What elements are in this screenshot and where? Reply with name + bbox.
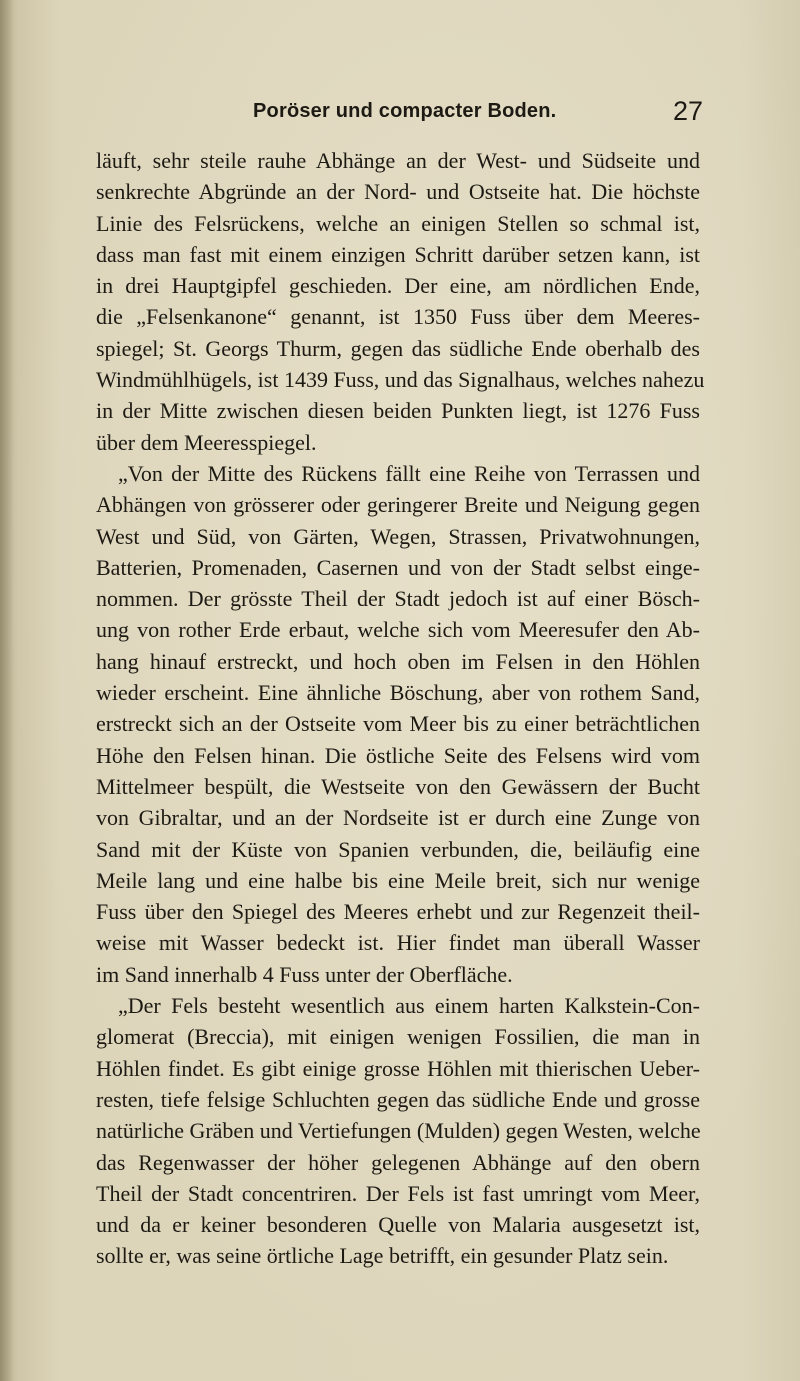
running-header: [0, 96, 800, 136]
text-line: Abhängen von grösserer oder geringerer Breite und Neigung gegen: [96, 492, 700, 518]
text-line: Höhe den Felsen hinan. Die östliche Seite des Felsens wird vom: [96, 742, 700, 768]
paragraph-end-line: sollte er, was seine örtliche Lage betrifft, ein gesunder Platz sein.: [96, 1243, 669, 1269]
text-line: in drei Hauptgipfel geschieden. Der eine, am nördlichen Ende,: [96, 273, 700, 299]
text-line: von Gibraltar, und an der Nordseite ist er durch eine Zunge von: [96, 805, 700, 831]
text-line: Sand mit der Küste von Spanien verbunden, die, beiläufig eine: [96, 836, 700, 862]
text-line: senkrechte Abgründe an der Nord- und Ostseite hat. Die höchste: [96, 179, 700, 205]
text-line: Linie des Felsrückens, welche an einigen Stellen so schmal ist,: [96, 210, 700, 236]
text-line: Fuss über den Spiegel des Meeres erhebt und zur Regenzeit theil-: [96, 899, 700, 925]
text-line: Batterien, Promenaden, Casernen und von der Stadt selbst einge-: [96, 554, 700, 580]
text-line: nommen. Der grösste Theil der Stadt jedoch ist auf einer Bösch-: [96, 586, 700, 612]
text-line: Windmühlhügels, ist 1439 Fuss, und das Signalhaus, welches nahezu: [96, 367, 705, 393]
text-line: spiegel; St. Georgs Thurm, gegen das südliche Ende oberhalb des: [96, 335, 700, 361]
paragraph-start-line: „Von der Mitte des Rückens fällt eine Reihe von Terrassen und: [118, 460, 700, 486]
text-line: erstreckt sich an der Ostseite vom Meer bis zu einer beträchtlichen: [96, 711, 700, 737]
text-line: weise mit Wasser bedeckt ist. Hier findet man überall Wasser: [96, 930, 700, 956]
text-line: in der Mitte zwischen diesen beiden Punkten liegt, ist 1276 Fuss: [96, 398, 700, 424]
paragraph-end-line: im Sand innerhalb 4 Fuss unter der Oberfläche.: [96, 961, 513, 987]
text-line: das Regenwasser der höher gelegenen Abhänge auf den obern: [96, 1149, 700, 1175]
text-line: West und Süd, von Gärten, Wegen, Strassen, Privatwohnungen,: [96, 523, 700, 549]
text-line: resten, tiefe felsige Schluchten gegen das südliche Ende und grosse: [96, 1086, 700, 1112]
text-line: wieder erscheint. Eine ähnliche Böschung, aber von rothem Sand,: [96, 680, 700, 706]
text-line: die „Felsenkanone“ genannt, ist 1350 Fuss über dem Meeres-: [96, 304, 700, 330]
text-line: natürliche Gräben und Vertiefungen (Mulden) gegen Westen, welche: [96, 1118, 701, 1144]
text-line: Höhlen findet. Es gibt einige grosse Höhlen mit thierischen Ueber-: [96, 1055, 700, 1081]
body-text: [96, 145, 705, 1272]
text-line: hang hinauf erstreckt, und hoch oben im Felsen in den Höhlen: [96, 648, 700, 674]
text-line: ung von rother Erde erbaut, welche sich vom Meeresufer den Ab-: [96, 617, 700, 643]
page-number: 27: [673, 96, 704, 126]
binding-shadow: [0, 0, 14, 1381]
text-line: und da er keiner besonderen Quelle von Malaria ausgesetzt ist,: [96, 1212, 700, 1238]
paragraph-start-line: „Der Fels besteht wesentlich aus einem harten Kalkstein-Con-: [118, 993, 700, 1019]
text-line: Theil der Stadt concentriren. Der Fels ist fast umringt vom Meer,: [96, 1180, 700, 1206]
text-line: Mittelmeer bespült, die Westseite von den Gewässern der Bucht: [96, 773, 700, 799]
text-line: Meile lang und eine halbe bis eine Meile breit, sich nur wenige: [96, 867, 700, 893]
running-title: Poröser und compacter Boden.: [253, 100, 557, 122]
text-line: dass man fast mit einem einzigen Schritt darüber setzen kann, ist: [96, 241, 700, 267]
text-line: läuft, sehr steile rauhe Abhänge an der West- und Südseite und: [96, 148, 700, 173]
text-line: glomerat (Breccia), mit einigen wenigen Fossilien, die man in: [96, 1024, 700, 1050]
paragraph-end-line: über dem Meeresspiegel.: [96, 429, 317, 455]
